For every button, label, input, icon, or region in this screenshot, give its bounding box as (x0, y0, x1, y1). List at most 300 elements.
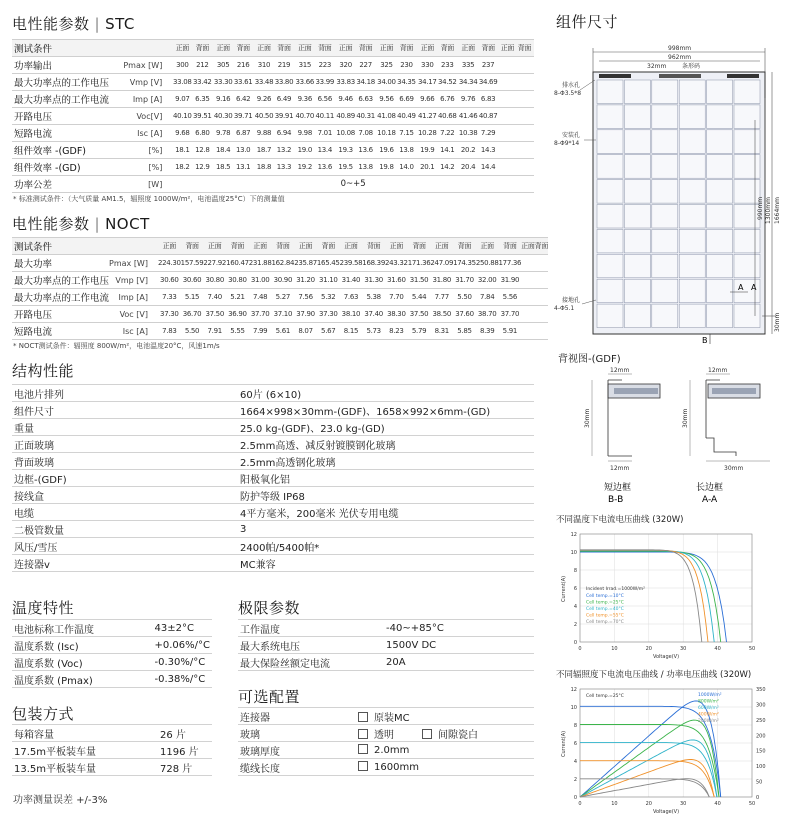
noct-title-text: 电性能参数 (12, 215, 90, 233)
stc-cell: 20.1 (417, 159, 437, 176)
y-tick-label: 10 (570, 705, 577, 711)
noct-cell: 30.80 (203, 272, 226, 289)
legend-entry: 200W/m² (698, 719, 719, 724)
stc-col-header: 正面 (213, 40, 233, 57)
section-a-left: A (738, 283, 744, 292)
stc-cell: 39.71 (233, 108, 253, 125)
noct-cell: 7.63 (340, 289, 363, 306)
solar-cell (624, 205, 650, 229)
x-tick-label: 30 (680, 801, 687, 807)
kv-row (12, 436, 534, 453)
solar-cell (679, 105, 705, 128)
solar-cell (734, 155, 760, 179)
noct-row-unit: Isc [A] (109, 323, 158, 340)
stc-cell (516, 108, 533, 125)
noct-cell (535, 289, 548, 306)
kv-row (12, 637, 212, 654)
stc-cell: 18.7 (254, 142, 274, 159)
kv-row (12, 453, 534, 470)
y-tick-label: 12 (570, 687, 577, 693)
y-tick-label: 2 (573, 622, 577, 628)
noct-cell: 37.50 (203, 306, 226, 323)
y2-tick-label: 250 (756, 717, 766, 724)
kv-key: 最大保险丝额定电流 (238, 654, 384, 671)
noct-cell (521, 306, 534, 323)
structure-table (12, 384, 534, 572)
y-tick-label: 8 (573, 568, 577, 574)
solar-cell (679, 254, 705, 277)
stc-row-label: 最大功率点的工作电流 (12, 91, 119, 108)
stc-cell: 33.08 (172, 74, 192, 91)
y-tick-label: 4 (573, 604, 577, 610)
stc-cell: 330 (417, 57, 437, 74)
noct-row (12, 255, 548, 272)
solar-cell (597, 130, 623, 154)
noct-col-header: 背面 (226, 238, 249, 255)
noct-col-header: 背面 (408, 238, 431, 255)
stc-cell: 14.3 (478, 142, 498, 159)
stc-row-unit: Isc [A] (119, 125, 173, 142)
kv-key: 连接器v (12, 555, 238, 572)
solar-cell (734, 254, 760, 277)
solar-cell (597, 254, 623, 277)
kv-row (12, 419, 534, 436)
kv-value: 1196 片 (158, 742, 212, 759)
noct-col-header: 背面 (317, 238, 340, 255)
stc-cell: 40.10 (172, 108, 192, 125)
kv-row (12, 725, 212, 742)
noct-cell: 8.31 (430, 323, 453, 340)
iv-curve (580, 779, 709, 797)
noct-cell: 5.91 (499, 323, 522, 340)
stc-cell: 18.2 (172, 159, 192, 176)
kv-row (12, 654, 212, 671)
stc-col-header: 背面 (274, 40, 294, 57)
noct-cell: 165.45 (317, 255, 340, 272)
noct-cell: 8.15 (340, 323, 363, 340)
stc-cell: 9.46 (336, 91, 356, 108)
stc-col-header: 背面 (516, 40, 533, 57)
solar-cell (679, 180, 705, 204)
solar-cell (707, 180, 733, 204)
stc-cell: 18.5 (213, 159, 233, 176)
noct-cell: 243.32 (385, 255, 408, 272)
kv-key: 17.5m平板装车量 (12, 742, 158, 759)
stc-row (12, 57, 534, 74)
dim-h1: 990mm (757, 196, 764, 220)
noct-cell: 30.60 (158, 272, 181, 289)
kv-value: 43±2°C (153, 620, 213, 637)
solar-cell (707, 130, 733, 154)
stc-cell: 34.17 (417, 74, 437, 91)
noct-cell: 157.59 (181, 255, 204, 272)
kv-key: 风压/雪压 (12, 538, 238, 555)
chart2-title: 不同辐照度下电流电压曲线 / 功率电压曲线 (320W) (556, 670, 752, 680)
noct-cell: 37.50 (408, 306, 431, 323)
opt-thickness-label: 玻璃厚度 (238, 742, 356, 759)
stc-cell: 223 (315, 57, 335, 74)
kv-value: MC兼容 (238, 555, 534, 572)
noct-cell: 171.36 (408, 255, 431, 272)
solar-cell (597, 180, 623, 204)
noct-cell: 168.39 (362, 255, 385, 272)
noct-cell: 5.61 (271, 323, 294, 340)
noct-col-header: 正面 (385, 238, 408, 255)
opt-cable[interactable] (356, 759, 534, 776)
stc-cell: 9.07 (172, 91, 192, 108)
stc-col-header: 背面 (396, 40, 416, 57)
noct-row (12, 323, 548, 340)
noct-col-header: 正面 (476, 238, 499, 255)
noct-header-row (12, 238, 548, 255)
kv-key: 温度系数 (Isc) (12, 637, 153, 654)
solar-cell (707, 80, 733, 104)
mount-hole-label: 安装孔 (562, 132, 581, 139)
opt-glass-label: 玻璃 (238, 725, 356, 742)
long-section: A-A (702, 495, 718, 505)
stc-cell: 19.5 (336, 159, 356, 176)
stc-cell: 9.16 (213, 91, 233, 108)
noct-cell: 5.27 (271, 289, 294, 306)
solar-cell (734, 80, 760, 104)
opt-glass-white[interactable] (420, 725, 534, 742)
noct-cell: 37.70 (499, 306, 522, 323)
dim-h-bottom: 30mm (774, 312, 781, 332)
kv-key: 工作温度 (238, 620, 384, 637)
kv-row (12, 742, 212, 759)
stc-row (12, 142, 534, 159)
noct-cell: 31.60 (385, 272, 408, 289)
stc-cell: 325 (376, 57, 396, 74)
stc-row (12, 159, 534, 176)
stc-cell: 41.27 (417, 108, 437, 125)
ground-hole-label: 接地孔 (562, 297, 581, 304)
kv-key: 13.5m平板装车量 (12, 759, 158, 776)
solar-cell (652, 155, 678, 179)
stc-cell: 320 (336, 57, 356, 74)
noct-table (12, 237, 548, 340)
stc-cell: 9.98 (295, 125, 315, 142)
kv-row (12, 402, 534, 419)
stc-cell: 19.6 (376, 142, 396, 159)
stc-cell: 13.1 (233, 159, 253, 176)
y-tick-label: 8 (573, 723, 577, 729)
noct-row (12, 272, 548, 289)
y2-tick-label: 150 (756, 748, 766, 755)
stc-cell: 315 (295, 57, 315, 74)
stc-header-row (12, 40, 534, 57)
solar-cell (707, 304, 733, 328)
noct-row-label: 最大功率点的工作电流 (12, 289, 109, 306)
stc-row-unit: [%] (119, 159, 173, 176)
noct-col-header: 背面 (271, 238, 294, 255)
x-axis-label: Voltage(V) (652, 809, 680, 815)
chart1-title: 不同温度下电流电压曲线 (320W) (556, 515, 684, 525)
noct-cell: 37.90 (294, 306, 317, 323)
noct-cell: 227.92 (203, 255, 226, 272)
noct-cell: 5.55 (226, 323, 249, 340)
stc-cell (499, 159, 516, 176)
stc-cell: 13.8 (356, 159, 376, 176)
solar-cell (707, 254, 733, 277)
kv-value: 3 (238, 521, 534, 538)
noct-cell: 5.21 (226, 289, 249, 306)
solar-cell (597, 80, 623, 104)
stc-cell: 12.8 (192, 142, 212, 159)
kv-row (12, 620, 212, 637)
noct-col-header: 正面 (340, 238, 363, 255)
short-section: B-B (608, 495, 624, 505)
y-tick-label: 10 (570, 550, 577, 556)
stc-cell: 13.0 (233, 142, 253, 159)
stc-cell: 19.2 (295, 159, 315, 176)
kv-key: 重量 (12, 419, 238, 436)
solar-cell (734, 229, 760, 253)
noct-col-header: 背面 (453, 238, 476, 255)
kv-value: 1500V DC (384, 637, 534, 654)
solar-cell (624, 80, 650, 104)
noct-cell: 32.00 (476, 272, 499, 289)
solar-cell (679, 130, 705, 154)
stc-cell: 13.4 (315, 142, 335, 159)
solar-cell (624, 155, 650, 179)
opt-glass-clear[interactable] (356, 725, 420, 742)
legend-entry: Cell temp.=70°C (586, 620, 624, 625)
stc-col-header: 背面 (478, 40, 498, 57)
noct-cell: 224.30 (158, 255, 181, 272)
dim-w-inner: 962mm (668, 54, 692, 61)
stc-header-label: 测试条件 (12, 40, 119, 57)
dim-w-frame: 32mm (647, 63, 667, 70)
noct-title: 电性能参数 | NOCT (12, 215, 150, 233)
solar-cell (597, 105, 623, 128)
kv-row (12, 538, 534, 555)
short-h: 30mm (584, 408, 591, 428)
stc-tolerance-row (12, 176, 534, 193)
x-tick-label: 40 (714, 646, 721, 652)
short-caption: 短边框 (604, 483, 632, 493)
checkbox-thickness[interactable] (358, 744, 368, 754)
stc-row (12, 125, 534, 142)
solar-cell (624, 229, 650, 253)
noct-row-unit: Imp [A] (109, 289, 158, 306)
stc-cell (516, 91, 533, 108)
x-tick-label: 20 (645, 646, 652, 652)
kv-row (12, 671, 212, 688)
options-table (238, 707, 534, 776)
legend-entry: Cell temp.=40°C (586, 607, 624, 612)
stc-cell: 6.63 (356, 91, 376, 108)
checkbox-original-mc[interactable] (358, 712, 368, 722)
stc-cell (499, 142, 516, 159)
solar-cell (652, 180, 678, 204)
noct-row-unit: Voc [V] (109, 306, 158, 323)
noct-cell: 38.10 (340, 306, 363, 323)
kv-key: 二极管数量 (12, 521, 238, 538)
stc-cell: 10.08 (336, 125, 356, 142)
long-caption: 长边框 (696, 483, 724, 493)
power-curve (580, 779, 709, 797)
legend-entry: Cell temp.=10°C (586, 594, 624, 599)
stc-col-header: 正面 (172, 40, 192, 57)
kv-key: 电池标称工作温度 (12, 620, 153, 637)
stc-row-label: 最大功率点的工作电压 (12, 74, 119, 91)
stc-row-label: 开路电压 (12, 108, 119, 125)
kv-row (238, 637, 534, 654)
options-title: 可选配置 (238, 688, 301, 706)
y-tick-label: 2 (573, 777, 577, 783)
kv-row (12, 555, 534, 572)
stc-cell: 305 (213, 57, 233, 74)
footer-note: 功率测量误差 +/-3% (13, 795, 108, 806)
stc-col-header: 正面 (499, 40, 516, 57)
noct-row-label: 最大功率点的工作电压 (12, 272, 109, 289)
stc-cell: 13.3 (274, 159, 294, 176)
stc-cell: 40.50 (254, 108, 274, 125)
junction-box-2 (727, 74, 759, 78)
noct-cell: 37.10 (271, 306, 294, 323)
noct-cell: 8.23 (385, 323, 408, 340)
kv-key: 温度系数 (Voc) (12, 654, 153, 671)
stc-row-label: 组件效率 -(GD) (12, 159, 119, 176)
stc-cell (499, 91, 516, 108)
noct-cell: 177.36 (499, 255, 522, 272)
noct-row-unit: Vmp [V] (109, 272, 158, 289)
noct-col-header: 背面 (535, 238, 548, 255)
drain-hole-label: 排水孔 (562, 82, 581, 89)
noct-cell: 30.90 (271, 272, 294, 289)
stc-cell: 34.34 (458, 74, 478, 91)
opt-thickness[interactable] (356, 742, 534, 759)
noct-cell: 7.70 (385, 289, 408, 306)
opt-cable-text: 1600mm (374, 762, 419, 773)
solar-cell (624, 304, 650, 328)
ground-hole-spec: 4-Φ5.1 (554, 305, 575, 312)
stc-cell (516, 142, 533, 159)
noct-cell: 30.80 (226, 272, 249, 289)
legend-entry: 800W/m² (698, 699, 719, 705)
checkbox-cable[interactable] (358, 761, 368, 771)
kv-value: 防护等级 IP68 (238, 487, 534, 504)
section-b: B (702, 336, 708, 345)
stc-cell: 6.56 (315, 91, 335, 108)
solar-cell (597, 155, 623, 179)
kv-value: 2.5mm高透、减反射镀膜钢化玻璃 (238, 436, 534, 453)
stc-col-header: 背面 (233, 40, 253, 57)
stc-cell: 14.2 (437, 159, 457, 176)
y2-tick-label: 100 (756, 764, 766, 771)
kv-value: 25.0 kg-(GDF)、23.0 kg-(GD) (238, 419, 534, 436)
kv-key: 温度系数 (Pmax) (12, 671, 153, 688)
noct-row (12, 289, 548, 306)
stc-title-code: STC (105, 15, 135, 33)
kv-value: -40~+85°C (384, 620, 534, 637)
y-tick-label: 0 (573, 795, 577, 801)
stc-cell: 335 (458, 57, 478, 74)
stc-cell: 39.51 (192, 108, 212, 125)
stc-cell: 7.15 (396, 125, 416, 142)
stc-cell: 34.69 (478, 74, 498, 91)
noct-col-header: 正面 (249, 238, 272, 255)
stc-col-header: 正面 (458, 40, 478, 57)
stc-cell: 33.80 (274, 74, 294, 91)
opt-cable-label: 缆线长度 (238, 759, 356, 776)
stc-cell (499, 74, 516, 91)
stc-cell: 10.18 (376, 125, 396, 142)
kv-value: 1664×998×30mm-(GDF)、1658×992×6mm-(GD) (238, 402, 534, 419)
kv-row (12, 385, 534, 402)
noct-cell: 36.70 (181, 306, 204, 323)
x-tick-label: 50 (748, 646, 756, 652)
stc-cell: 6.94 (274, 125, 294, 142)
stc-cell: 40.11 (315, 108, 335, 125)
stc-cell: 18.1 (172, 142, 192, 159)
y2-tick-label: 350 (756, 687, 766, 693)
limits-title: 极限参数 (238, 599, 301, 617)
noct-cell: 37.40 (362, 306, 385, 323)
stc-col-header: 背面 (356, 40, 376, 57)
stc-cell: 9.68 (172, 125, 192, 142)
legend-entry: Cell temp.=25°C (586, 600, 624, 606)
noct-cell: 162.84 (271, 255, 294, 272)
noct-cell (521, 255, 534, 272)
solar-cell (652, 304, 678, 328)
checkbox-white[interactable] (422, 729, 432, 739)
packaging-table (12, 724, 212, 776)
kv-value: 2.5mm高透钢化玻璃 (238, 453, 534, 470)
noct-cell (521, 272, 534, 289)
stc-cell: 40.70 (295, 108, 315, 125)
kv-row (12, 759, 212, 776)
noct-cell (535, 255, 548, 272)
stc-cell: 34.52 (437, 74, 457, 91)
y-tick-label: 4 (573, 759, 577, 765)
solar-cell (624, 105, 650, 128)
kv-key: 最大系统电压 (238, 637, 384, 654)
tolerance-unit: [W] (119, 176, 173, 193)
noct-row (12, 306, 548, 323)
kv-key: 每箱容量 (12, 725, 158, 742)
stc-cell: 13.6 (356, 142, 376, 159)
solar-cell (597, 304, 623, 328)
label-barcode: 条形码 (682, 63, 701, 70)
solar-cell (707, 229, 733, 253)
x-tick-label: 10 (611, 646, 618, 652)
noct-cell: 5.73 (362, 323, 385, 340)
stc-cell: 212 (192, 57, 212, 74)
y-tick-label: 6 (573, 586, 577, 592)
stc-row-unit: Pmax [W] (119, 57, 173, 74)
long-w-top: 12mm (708, 367, 728, 374)
solar-cell (624, 180, 650, 204)
checkbox-clear[interactable] (358, 729, 368, 739)
kv-row (12, 504, 534, 521)
y-axis-label: Current(A) (561, 730, 567, 757)
dim-h2: 1300mm (765, 197, 772, 224)
stc-cell: 300 (172, 57, 192, 74)
noct-cell: 7.33 (158, 289, 181, 306)
kv-value: -0.38%/°C (153, 671, 213, 688)
stc-cell: 33.61 (233, 74, 253, 91)
kv-row (12, 470, 534, 487)
kv-value: -0.30%/°C (153, 654, 213, 671)
stc-cell: 9.36 (295, 91, 315, 108)
noct-header-label: 测试条件 (12, 238, 109, 255)
kv-key: 电池片排列 (12, 385, 238, 402)
noct-cell: 38.70 (476, 306, 499, 323)
stc-cell: 7.01 (315, 125, 335, 142)
opt-connector[interactable] (356, 708, 534, 725)
